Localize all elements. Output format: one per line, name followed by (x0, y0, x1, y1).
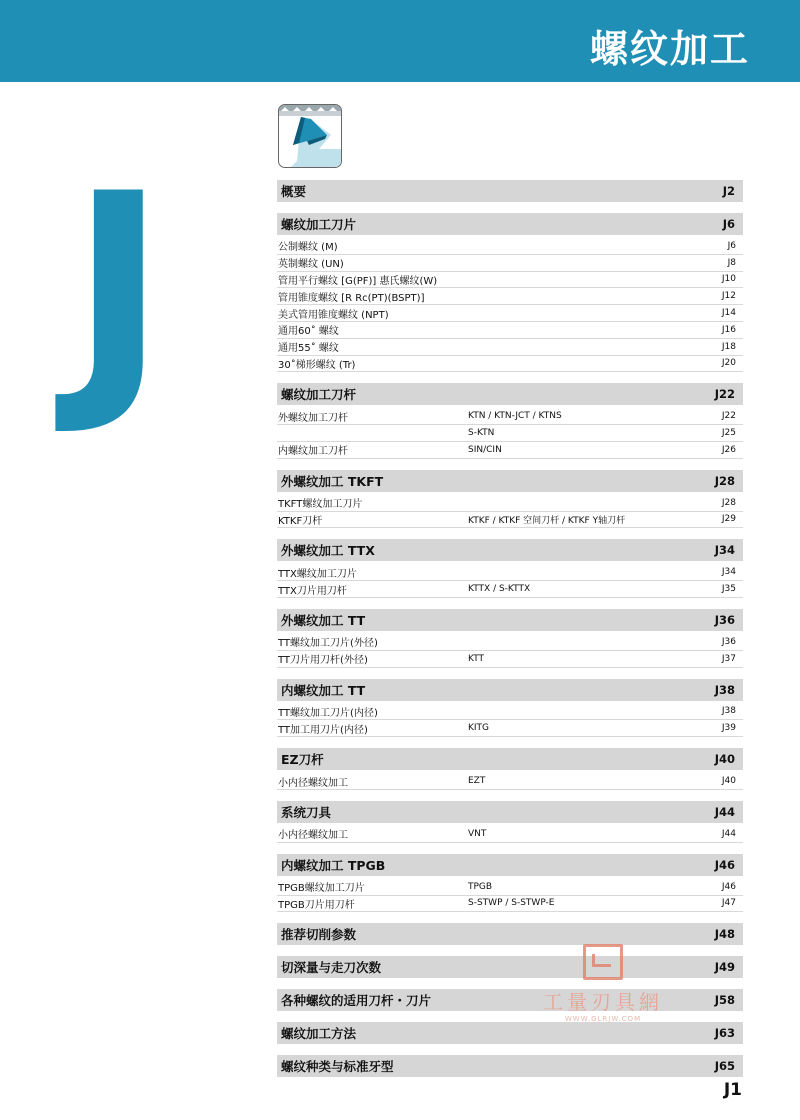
toc-row[interactable] (277, 704, 743, 721)
row-label: 管用平行螺纹 [G(PF)] 惠氏螺纹(W) (278, 275, 438, 287)
row-label: TPGB刀片用刀杆 (278, 899, 355, 911)
toc-row[interactable] (277, 512, 743, 529)
row-page: J40 (721, 776, 736, 787)
row-page: J20 (721, 358, 736, 369)
row-page: J16 (721, 324, 736, 335)
row-page: J14 (721, 308, 736, 319)
section-page: J44 (714, 804, 735, 819)
section-page: J65 (714, 1059, 735, 1074)
watermark-logo (583, 944, 623, 980)
toc-row[interactable] (277, 272, 743, 289)
toc-row[interactable] (277, 425, 743, 442)
toc-row[interactable] (277, 564, 743, 581)
row-label: TT刀片用刀杆(外径) (278, 655, 368, 667)
section-title: 概要 (281, 184, 307, 199)
toc-row[interactable] (277, 720, 743, 737)
section-title: 螺纹种类与标准牙型 (281, 1059, 394, 1075)
row-page: J8 (727, 257, 736, 268)
section-page: J58 (714, 993, 735, 1008)
row-label: TKFT螺纹加工刀片 (278, 499, 363, 511)
row-model: SIN/CIN (468, 444, 502, 455)
section-header[interactable] (277, 383, 743, 405)
section-header[interactable] (277, 748, 743, 770)
section-header[interactable] (277, 1055, 743, 1077)
table-of-contents (277, 180, 743, 1088)
toc-row[interactable] (277, 288, 743, 305)
toc-row[interactable] (277, 442, 743, 459)
row-label: 美式管用锥度螺纹 (NPT) (278, 309, 389, 321)
toc-row[interactable] (277, 495, 743, 512)
section-page: J2 (722, 184, 735, 198)
row-model: EZT (468, 776, 486, 787)
section-title: 外螺纹加工 TT (281, 612, 366, 628)
row-label: 管用锥度螺纹 [R Rc(PT)(BSPT)] (278, 292, 425, 304)
section-page: J48 (714, 927, 735, 942)
toc-row[interactable] (277, 634, 743, 651)
row-label: 英制螺纹 (UN) (278, 259, 344, 271)
row-page: J6 (727, 240, 736, 251)
section-header[interactable] (277, 923, 743, 945)
row-label: TPGB螺纹加工刀片 (278, 883, 365, 895)
row-page: J26 (721, 444, 736, 455)
top-banner (0, 0, 800, 82)
section-title: 推荐切削参数 (281, 927, 357, 943)
chapter-letter: J (70, 139, 167, 441)
toc-section (277, 854, 743, 913)
toc-row[interactable] (277, 322, 743, 339)
section-title: EZ刀杆 (281, 752, 324, 768)
section-page: J38 (714, 682, 735, 697)
toc-section (277, 609, 743, 668)
row-model: KTKF / KTKF 空间刀杆 / KTKF Y轴刀杆 (468, 515, 626, 526)
section-header[interactable] (277, 539, 743, 561)
row-label: TTX刀片用刀杆 (278, 585, 347, 597)
row-page: J39 (721, 723, 736, 734)
toc-section (277, 180, 743, 202)
row-page: J18 (721, 341, 736, 352)
toc-section (277, 748, 743, 790)
row-label: 通用60˚ 螺纹 (278, 326, 339, 338)
row-model: S-KTN (468, 428, 495, 439)
row-page: J22 (721, 411, 736, 422)
section-title: 内螺纹加工 TT (281, 682, 366, 698)
section-header[interactable] (277, 679, 743, 701)
section-title: 各种螺纹的适用刀杆・刀片 (281, 993, 432, 1009)
watermark-text: 工量刃具網 (543, 990, 663, 1014)
section-page: J40 (714, 752, 735, 767)
row-label: 30˚梯形螺纹 (Tr) (278, 359, 356, 371)
toc-row[interactable] (277, 773, 743, 790)
toc-section (277, 1022, 743, 1044)
row-label: 内螺纹加工刀杆 (278, 446, 348, 458)
toc-section (277, 383, 743, 458)
row-page: J38 (721, 706, 736, 717)
toc-section (277, 539, 743, 598)
toc-row[interactable] (277, 896, 743, 913)
toc-section (277, 1055, 743, 1077)
section-header[interactable] (277, 470, 743, 492)
toc-section (277, 213, 743, 372)
row-model: KTN / KTN-JCT / KTNS (468, 411, 562, 422)
row-label: TT螺纹加工刀片(内径) (278, 707, 378, 719)
row-model: KTTX / S-KTTX (468, 584, 531, 595)
section-title: 切深量与走刀次数 (281, 960, 382, 976)
toc-row[interactable] (277, 826, 743, 843)
row-page: J36 (721, 636, 736, 647)
row-label: 小内径螺纹加工 (278, 830, 348, 842)
row-page: J10 (721, 274, 736, 285)
page-title: 螺纹加工 (589, 27, 750, 71)
section-page: J34 (714, 543, 735, 558)
watermark-url: WWW.GLRJW.COM (564, 1015, 642, 1023)
section-page: J36 (714, 612, 735, 627)
section-title: 系统刀具 (281, 804, 332, 820)
row-page: J34 (721, 567, 736, 578)
row-label: TT加工用刀片(内径) (278, 724, 368, 736)
row-label: KTKF刀杆 (278, 515, 323, 527)
section-page: J22 (714, 387, 735, 402)
toc-row[interactable] (277, 581, 743, 598)
toc-row[interactable] (277, 651, 743, 668)
row-page: J47 (721, 898, 736, 909)
toc-section (277, 923, 743, 945)
toc-section (277, 679, 743, 738)
section-header[interactable] (277, 1022, 743, 1044)
row-page: J35 (721, 584, 736, 595)
toc-section (277, 801, 743, 843)
row-label: 通用55˚ 螺纹 (278, 343, 339, 355)
row-label: TTX螺纹加工刀片 (278, 568, 357, 580)
section-header[interactable] (277, 854, 743, 876)
section-page: J49 (714, 960, 735, 975)
section-header[interactable] (277, 956, 743, 978)
section-title: 外螺纹加工 TTX (281, 543, 375, 559)
toc-row[interactable] (277, 408, 743, 425)
row-label: 小内径螺纹加工 (278, 777, 348, 789)
section-header[interactable] (277, 801, 743, 823)
section-header[interactable] (277, 213, 743, 235)
row-label: TT螺纹加工刀片(外径) (278, 638, 378, 650)
row-page: J37 (721, 653, 736, 664)
row-page: J25 (721, 428, 736, 439)
section-title: 螺纹加工刀杆 (281, 387, 357, 403)
row-model: VNT (468, 828, 487, 839)
section-title: 内螺纹加工 TPGB (281, 857, 386, 873)
toc-section (277, 989, 743, 1011)
section-header[interactable] (277, 609, 743, 631)
row-label: 公制螺纹 (M) (278, 242, 338, 254)
toc-row[interactable] (277, 255, 743, 272)
thread-turning-icon (278, 104, 342, 168)
row-page: J29 (721, 514, 736, 525)
row-model: TPGB (468, 881, 493, 892)
section-page: J63 (714, 1026, 735, 1041)
toc-section (277, 956, 743, 978)
section-title: 螺纹加工方法 (281, 1026, 357, 1042)
section-header[interactable] (277, 989, 743, 1011)
section-header[interactable] (277, 180, 743, 202)
section-title: 螺纹加工刀片 (281, 217, 357, 232)
page-number: J1 (723, 1080, 742, 1100)
toc-row[interactable] (277, 305, 743, 322)
toc-row[interactable] (277, 238, 743, 255)
row-page: J46 (721, 881, 736, 892)
section-page: J46 (714, 857, 735, 872)
row-label: 外螺纹加工刀杆 (278, 412, 348, 424)
row-page: J12 (721, 291, 736, 302)
section-page: J28 (714, 473, 735, 488)
section-page: J6 (722, 217, 735, 231)
row-page: J44 (721, 828, 736, 839)
watermark (538, 944, 668, 1023)
toc-section (277, 470, 743, 529)
toc-row[interactable] (277, 339, 743, 356)
section-title: 外螺纹加工 TKFT (281, 473, 384, 489)
row-model: S-STWP / S-STWP-E (468, 898, 555, 909)
row-model: KITG (468, 723, 490, 734)
toc-row[interactable] (277, 879, 743, 896)
toc-row[interactable] (277, 356, 743, 373)
row-model: KTT (468, 653, 485, 664)
row-page: J28 (721, 497, 736, 508)
